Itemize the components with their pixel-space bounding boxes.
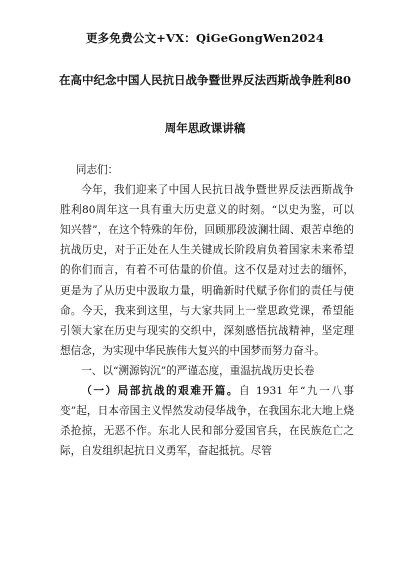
document-body <box>60 160 354 461</box>
section-heading: 一、以“溯源钩沉”的严谨态度，重温抗战历史长卷 <box>81 364 315 377</box>
intro-paragraph: 今年，我们迎来了中国人民抗日战争暨世界反法西斯战争胜利80周年这一具有重大历史意义的时刻。“以史为鉴，可以知兴替”，在这个特殊的年份，回顾那段波澜壮阔、艰苦卓绝的抗战历史，对于正处在人生关键成长阶段肩负着国家未来希望的你们而言，有着不可估量的价值。这不仅是对过去的缅怀，更是为了从历史中汲取力量，明确新时代赋予你们的责任与使命。今天，我来到这里，与大家共同上一堂思政党课，希望能引领大家在历史与现实的交织中，深刻感悟抗战精神，坚定理想信念，为实现中华民族伟大复兴的中国梦而努力奋斗。 <box>60 184 354 357</box>
document-title-line-2: 周年思政课讲稿 <box>164 121 246 135</box>
salutation: 同志们： <box>75 164 119 176</box>
document-title-line-1: 在高中纪念中国人民抗日战争暨世界反法西斯战争胜利80 <box>58 73 351 87</box>
subsection-title: （一）局部抗战的艰难开篇。 <box>81 385 239 398</box>
subsection-text: 自 1931 年“九一八事变”起，日本帝国主义悍然发动侵华战争，在我国东北大地上烧杀抢掠，无恶不作。东北人民和部分爱国官兵，在民族危亡之际，自发组织起抗日义勇军，奋起抵抗。尽管 <box>60 385 354 458</box>
subsection-paragraph <box>60 381 354 461</box>
promo-header: 更多免费公文+VX：QiGeGongWen2024 <box>85 31 325 45</box>
